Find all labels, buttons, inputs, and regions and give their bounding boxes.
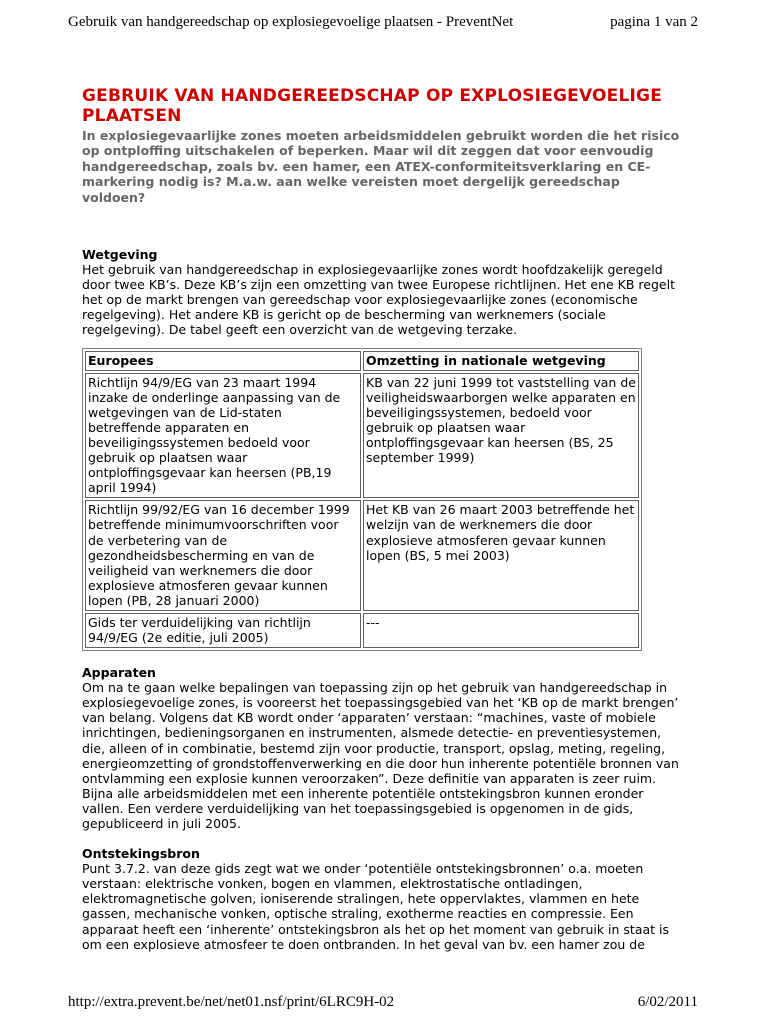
article-title: GEBRUIK VAN HANDGEREEDSCHAP OP EXPLOSIEGEVOELIGE PLAATSEN — [82, 86, 663, 126]
table-cell: Richtlijn 99/92/EG van 16 december 1999 betreffende minimumvoorschriften voor de verbetering van de gezondheidsbescherming en van de veiligheid van werknemers die door explosieve atmosferen gevaar kunnen lopen (PB, 28 januari 2000) — [85, 500, 361, 611]
article — [82, 86, 686, 952]
article-intro: In explosiegevaarlijke zones moeten arbeidsmiddelen gebruikt worden die het risico op ontploffing uitschakelen of beperken. Maar wil dit zeggen dat voor eenvoudig handgereedschap, zoals bv. een hamer, een ATEX-conformiteitsverklaring en CE-markering nodig is? M.a.w. aan welke vereisten moet dergelijk gereedschap voldoen? — [82, 128, 680, 205]
section-wetgeving — [82, 247, 686, 337]
print-header-page: pagina 1 van 2 — [610, 14, 698, 30]
table-row — [85, 500, 639, 611]
section-text-wetgeving: Het gebruik van handgereedschap in explosiegevaarlijke zones wordt hoofdzakelijk geregeld door twee KB’s. Deze KB’s zijn een omzetting van twee Europese richtlijnen. Het ene KB regelt het op de markt brengen van gereedschap voor explosiegevaarlijke zones (economische regelgeving). Het andere KB is gericht op de bescherming van werknemers (sociale regelgeving). De tabel geeft een overzicht van de wetgeving terzake. — [82, 262, 675, 338]
table-cell: --- — [363, 613, 639, 648]
print-footer-url: http://extra.prevent.be/net/net01.nsf/print/6LRC9H-02 — [68, 994, 395, 1010]
table-cell: KB van 22 juni 1999 tot vaststelling van de veiligheidswaarborgen welke apparaten en beveiligingssystemen, bedoeld voor gebruik op plaatsen waar ontploffingsgevaar kan heersen (BS, 25 september 1999) — [363, 373, 639, 499]
section-text-apparaten: Om na te gaan welke bepalingen van toepassing zijn op het gebruik van handgereedschap in explosiegevoelige zones, is vooreerst het toepassingsgebied van het ‘KB op de markt brengen’ van belang. Volgens dat KB wordt onder ‘apparaten’ verstaan: “machines, vaste of mobiele inrichtingen, bedieningsorganen en instrumenten, alsmede detectie- en preventiesystemen, die, alleen of in combinatie, bestemd zijn voor productie, transport, opslag, meting, regeling, energieomzetting of grondstoffenverwerking en die door hun inherente potentiële bronnen van ontvlamming een explosie kunnen veroorzaken”. Deze definitie van apparaten is zeer ruim. Bijna alle arbeidsmiddelen met een inherente potentiële ontstekingsbron kunnen eronder vallen. Een verdere verduidelijking van het toepassingsgebied is opgenomen in de gids, gepubliceerd in juli 2005. — [82, 680, 679, 832]
section-ontstekingsbron — [82, 846, 686, 952]
section-heading-wetgeving: Wetgeving — [82, 247, 158, 263]
table-header-cell: Europees — [85, 351, 361, 371]
print-footer-date: 6/02/2011 — [637, 994, 698, 1010]
table-row — [85, 373, 639, 499]
table-row — [85, 613, 639, 648]
section-apparaten — [82, 665, 686, 831]
table-header-row — [85, 351, 639, 371]
table-cell: Het KB van 26 maart 2003 betreffende het welzijn van de werknemers die door explosieve atmosferen gevaar kunnen lopen (BS, 5 mei 2003) — [363, 500, 639, 611]
table-cell: Richtlijn 94/9/EG van 23 maart 1994 inzake de onderlinge aanpassing van de wetgevingen van de Lid-staten betreffende apparaten en beveiligingssystemen bedoeld voor gebruik op plaatsen waar ontploffingsgevaar kan heersen (PB,19 april 1994) — [85, 373, 361, 499]
print-header-title: Gebruik van handgereedschap op explosiegevoelige plaatsen - PreventNet — [68, 14, 514, 30]
legislation-table — [82, 348, 642, 652]
table-header-cell: Omzetting in nationale wetgeving — [363, 351, 639, 371]
section-heading-apparaten: Apparaten — [82, 665, 156, 681]
section-heading-ontstekingsbron: Ontstekingsbron — [82, 846, 200, 862]
table-cell: Gids ter verduidelijking van richtlijn 94/9/EG (2e editie, juli 2005) — [85, 613, 361, 648]
section-text-ontstekingsbron: Punt 3.7.2. van deze gids zegt wat we onder ‘potentiële ontstekingsbronnen’ o.a. moeten verstaan: elektrische vonken, bogen en vlammen, elektrostatische ontladingen, elektromagnetische golven, ioniserende stralingen, hete oppervlaktes, vlammen en hete gassen, mechanische vonken, optische straling, exotherme reacties en compressie. Een apparaat heeft een ‘inherente’ ontstekingsbron als het op het moment van gebruik in staat is om een explosieve atmosfeer te doen ontbranden. In het geval van bv. een hamer zou de — [82, 861, 670, 952]
